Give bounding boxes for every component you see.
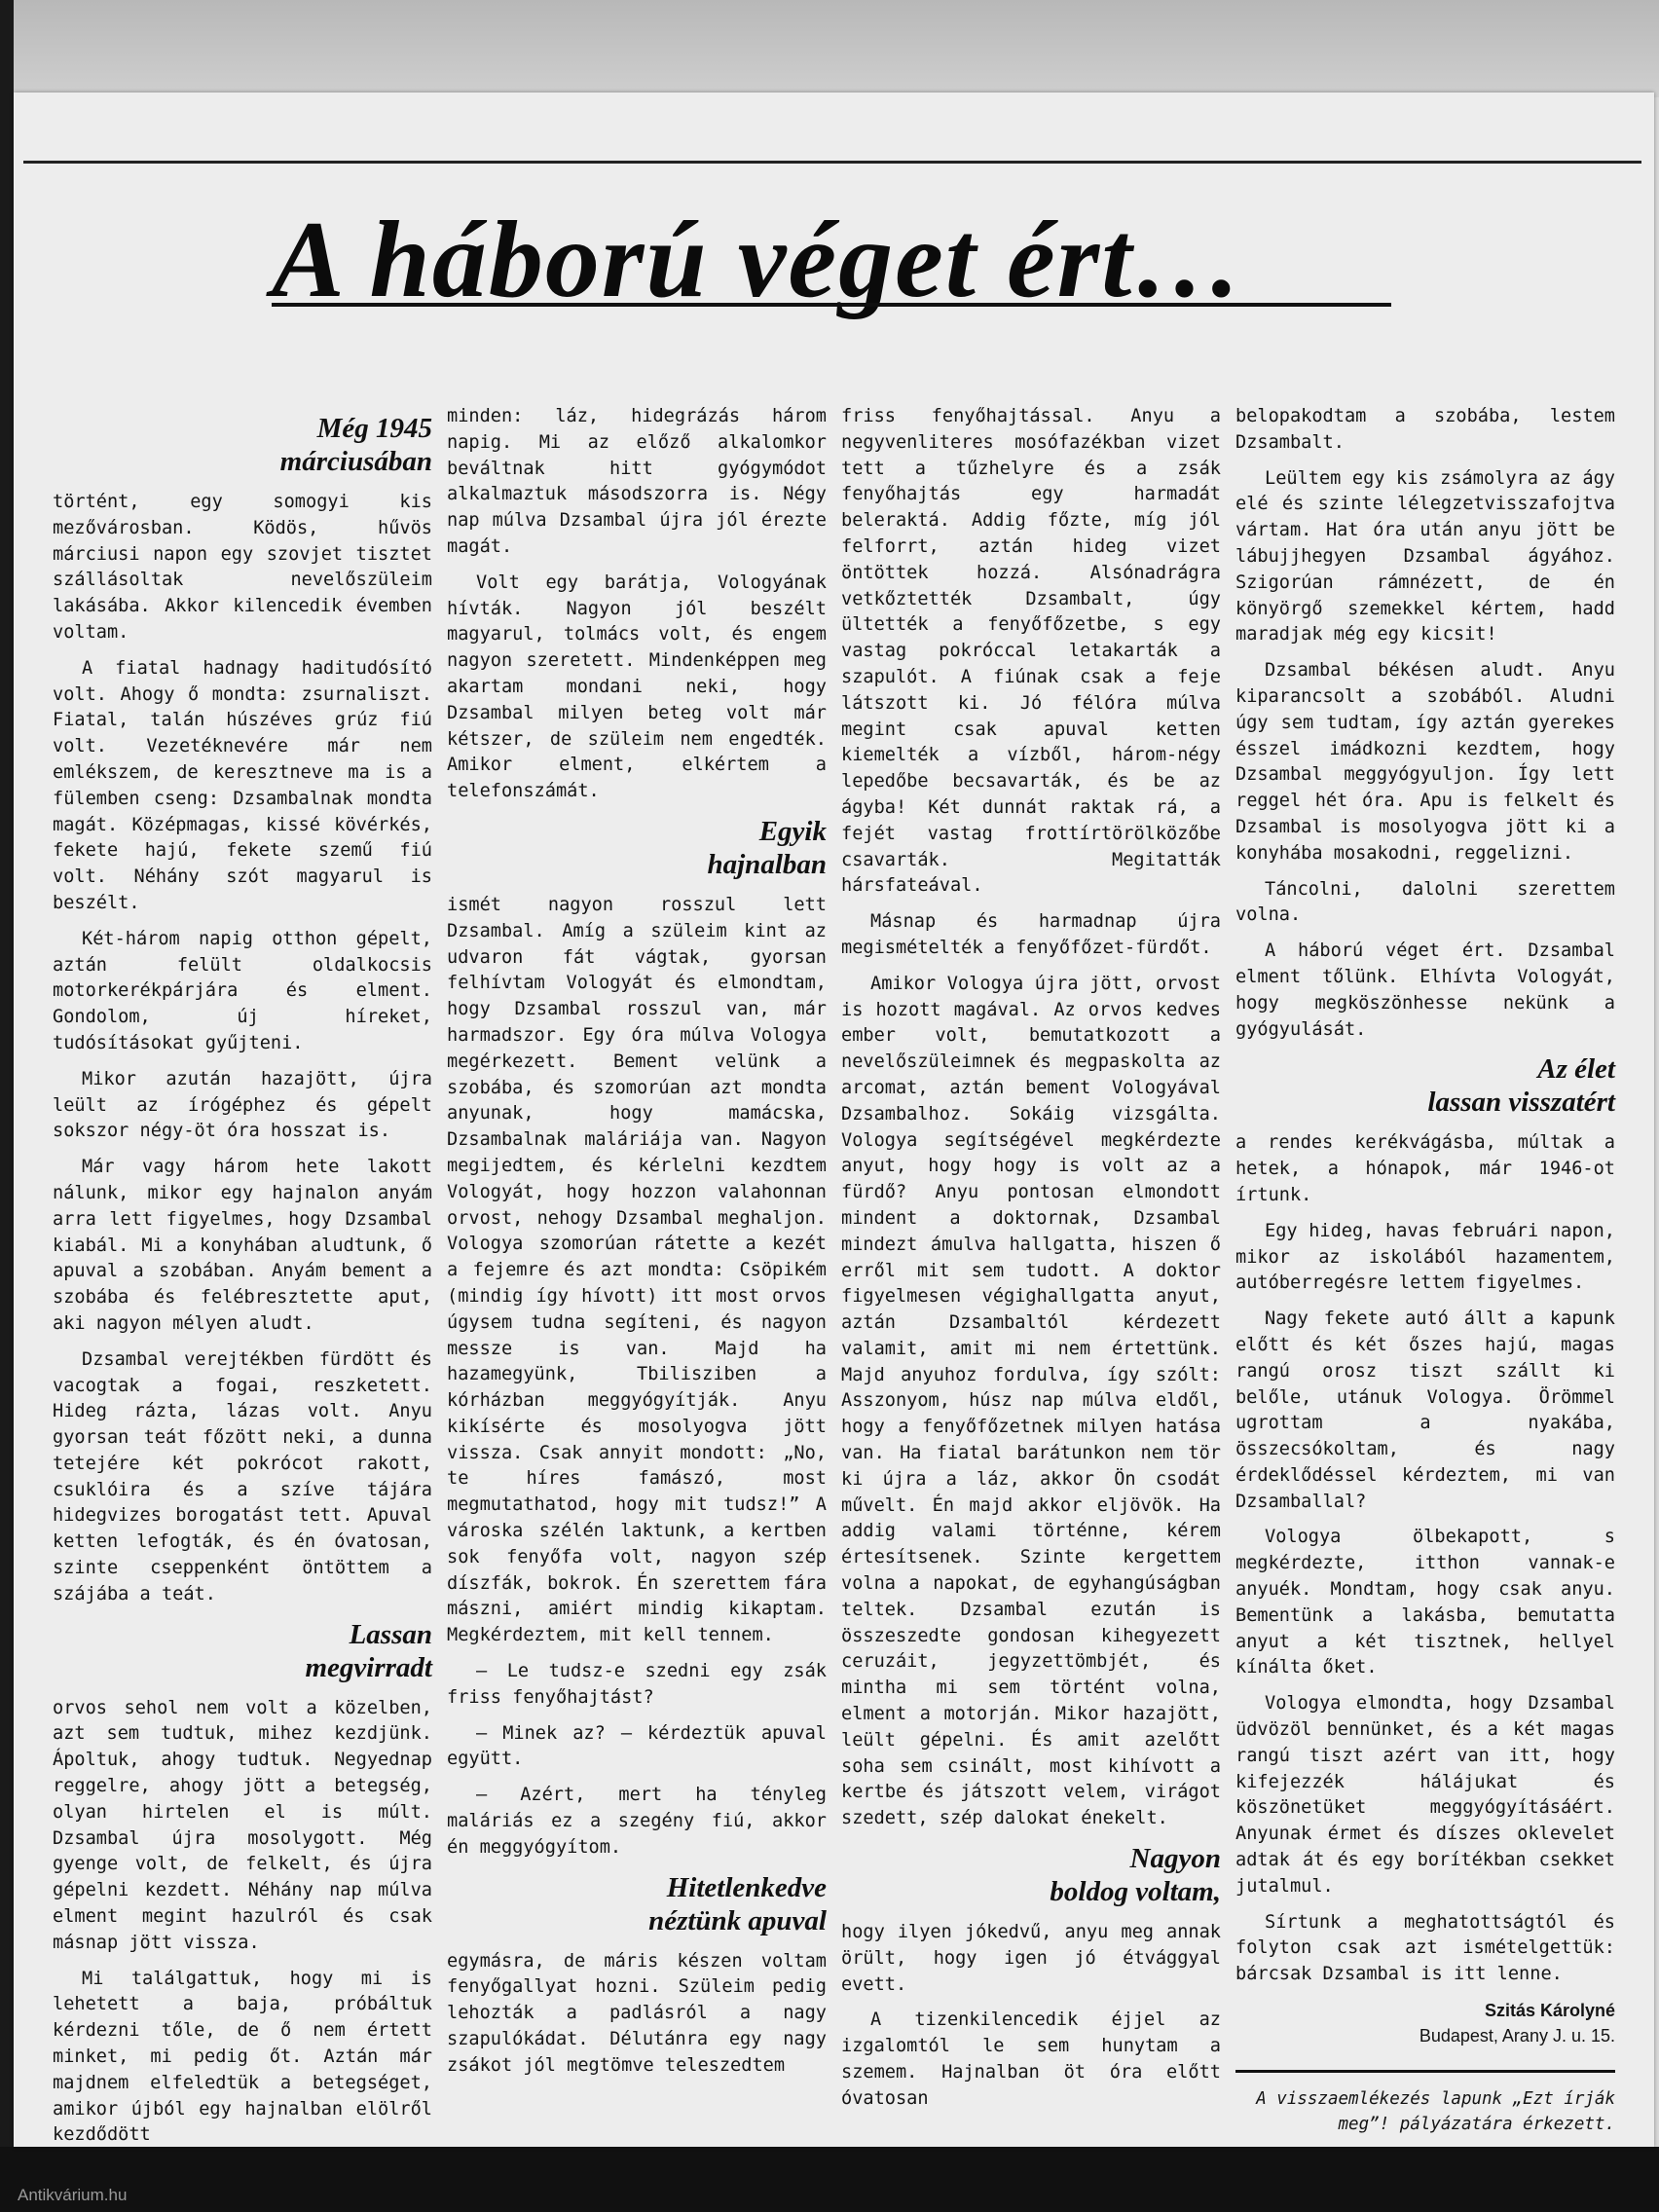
- background-top: [0, 0, 1659, 97]
- section-heading-line: lassan visszatért: [1427, 1087, 1615, 1119]
- note-separator: [1235, 2070, 1615, 2073]
- author-signature: [1235, 1998, 1615, 2048]
- section-heading-line: Nagyon: [1129, 1843, 1221, 1875]
- section-heading-line: Lassan: [349, 1618, 432, 1650]
- paragraph: minden: láz, hidegrázás három napig. Mi az előző alkalomkor beváltnak hitt gyógymódot alkalmaztuk másodszorra is. Négy nap múlva Dzsambal újra jól érezte magát.: [447, 406, 827, 557]
- paragraph: Amikor Vologya újra jött, orvost is hozott magával. Az orvos kedves ember volt, bemutatkozott a nevelőszüleimnek és megpaskolta az arcomat, aztán bement Vologyával Dzsambalhoz. Sokáig vizsgálta. Vologya segítségével megkérdezte anyut, hogy hogy is volt az a fürdő? Anyu pontosan elmondott mindent a doktornak, Dzsambal mindezt ámulva hallgatta, hiszen ő erről mit sem tudott. A doktor figyelmesen végighallgatta anyut, aztán Dzsambaltól kérdezett valamit, amit mi nem értettünk. Majd anyuhoz fordulva, így szólt: Asszonyom, húsz nap múlva eldől, hogy a fenyőfőzetnek milyen hatása van. Ha fiatal barátunkon nem tör ki újra a láz, akkor Ön csodát művelt. Én majd akkor eljövök. Ha addig valami történne, kérem értesítsenek. Szinte kergettem volna a napokat, de egyhangúságban teltek. Dzsambal ezután is összeszedte gondosan kihegyezett ceruzáit, jegyzettömbjét, és mintha mi sem történt volna, elment a motorján. Mikor hazajött, leült gépelni. És amit azelőtt soha sem csinált, most kihívott a kertbe és játszott velem, virágot szedett, szép dalokat énekelt.: [841, 973, 1221, 1829]
- author-address: Budapest, Arany J. u. 15.: [1419, 2026, 1615, 2046]
- paragraph: A fiatal hadnagy haditudósító volt. Ahogy ő mondta: zsurnaliszt. Fiatal, talán húszéves grúz fiú volt. Vezetéknevére már nem emlékszem, de keresztneve ma is a fülemben cseng: Dzsambalnak mondta magát. Középmagas, kissé kövérkés, fekete hajú, fekete szemű fiú volt. Néhány szót magyarul is beszélt.: [53, 657, 432, 913]
- article-column-2: [447, 404, 827, 2089]
- paragraph: Már vagy három hete lakott nálunk, mikor egy hajnalon anyám arra lett figyelmes, hogy Dzsambal kiabál. Mi a konyhában aludtunk, ő apuval a szobában. Anyám bement a szobába és felébresztette aput, aki nagyon mélyen aludt.: [53, 1157, 432, 1334]
- headline-underline: [272, 303, 1391, 307]
- paragraph: — Azért, mert ha tényleg maláriás ez a szegény fiú, akkor én meggyógyítom.: [447, 1785, 827, 1858]
- paragraph: ismét nagyon rosszul lett Dzsambal. Amíg a szüleim kint az udvaron fát vágtak, gyorsan felhívtam Vologyát és elmondtam, hogy Dzsambal rosszul van, már harmadszor. Egy óra múlva Vologya megérkezett. Bement velünk a szobába, és szomorúan azt mondta anyunak, hogy mamácska, Dzsambalnak maláriája van. Nagyon megijedtem, és kérlelni kezdtem Vologyát, hogy hozzon valahonnan orvost, nehogy Dzsambal meghaljon. Vologya szomorúan rátette a kezét a fejemre és azt mondta: Csöpikém (mindig így hívott) itt most orvos úgysem tudna segíteni, és nagyon messze is van. Majd ha hazamegyünk, Tbilisziben a kórházban meggyógyítják. Anyu kikísérte és mosolyogva jött vissza. Csak annyit mondott: „No, te híres famászó, most megmutathatod, hogy mit tudsz!” A városka szélén laktunk, a kertben sok fenyőfa volt, nagyon szép díszfák, bokrok. Én szerettem fára mászni, amiért mindig kikaptam. Megkérdeztem, mit kell tennem.: [447, 894, 827, 1646]
- section-heading: [53, 1618, 432, 1684]
- section-heading: [447, 1871, 827, 1937]
- section-heading: [1235, 1052, 1615, 1119]
- paragraph: — Minek az? — kérdeztük apuval együtt.: [447, 1722, 827, 1770]
- paragraph: Mikor azután hazajött, újra leült az írógéphez és gépelt sokszor négy-öt óra hosszat is.: [53, 1068, 432, 1142]
- paragraph: A tizenkilencedik éjjel az izgalomtól le sem hunytam a szemem. Hajnalban öt óra előtt óvatosan: [841, 2009, 1221, 2109]
- paragraph: Leültem egy kis zsámolyra az ágy elé és szinte lélegzetvisszafojtva vártam. Hat óra után anyu jött be lábujjhegyen Dzsambal ágyához. Szigorúan rámnézett, de én könyörgő szemekkel kértem, hadd maradjak még egy kicsit!: [1235, 467, 1615, 645]
- paragraph: Táncolni, dalolni szerettem volna.: [1235, 878, 1615, 926]
- paragraph: Mi találgattuk, hogy mi is lehetett a baja, próbáltuk kérdezni tőle, de ő nem értett minket, mi pedig őt. Aztán már majdnem elfeledtük a betegséget, amikor újból egy hajnalban elölről kezdődött: [53, 1968, 432, 2146]
- section-heading: [841, 1842, 1221, 1908]
- paragraph: Két-három napig otthon gépelt, aztán felült oldalkocsis motorkerékpárjára és elment. Gondolom, új híreket, tudósításokat gyűjteni.: [53, 928, 432, 1053]
- paragraph: Nagy fekete autó állt a kapunk előtt és két őszes hajú, magas rangú orosz tiszt szállt ki belőle, utánuk Vologya. Örömmel ugrottam a nyakába, összecsókoltam, és nagy érdeklődéssel kérdeztem, mi van Dzsamballal?: [1235, 1309, 1615, 1512]
- paragraph: Dzsambal verejtékben fürdött és vacogtak a fogai, reszketett. Hideg rázta, lázas volt. Anyu gyorsan teát főzött neki, a dunna tetejére két pokrócot rakott, csuklóira és a szíve tájára hidegvizes borogatást tett. Apuval ketten lefogták, és én óvatosan, szinte cseppenként öntöttem a szájába a teát.: [53, 1348, 432, 1604]
- author-name: Szitás Károlyné: [1484, 2001, 1615, 2021]
- paragraph: történt, egy somogyi kis mezővárosban. Ködös, hűvös márciusi napon egy szovjet tisztet szállásoltak nevelőszüleim lakásába. Akkor kilencedik évemben voltam.: [53, 492, 432, 643]
- paragraph: Dzsambal békésen aludt. Anyu kiparancsolt a szobából. Aludni úgy sem tudtam, így aztán gyerekes ésszel imádkozni kezdtem, hogy Dzsambal meggyógyuljon. Így lett reggel hét óra. Apu is felkelt és Dzsambal is mosolyogva jött ki a konyhába mosakodni, reggelizni.: [1235, 660, 1615, 864]
- paragraph: Másnap és harmadnap újra megismételték a fenyőfőzet-fürdőt.: [841, 911, 1221, 958]
- section-heading-line: Még 1945: [316, 413, 432, 444]
- paragraph: orvos sehol nem volt a közelben, azt sem tudtuk, mihez kezdjünk. Ápoltuk, ahogy tudtuk. Negyednap reggelre, ahogy jött a betegség, olyan hirtelen el is múlt. Dzsambal újra mosolygott. Még gyenge volt, de felkelt, és újra gépelni kezdett. Néhány nap múlva elment megint hazulról és csak másnap jött vissza.: [53, 1697, 432, 1953]
- paragraph: Sírtunk a meghatottságtól és folyton csak azt ismételgettük: bárcsak Dzsambal is itt lenne.: [1235, 1911, 1615, 1985]
- article-column-3: [841, 404, 1221, 2122]
- paragraph: A háború véget ért. Dzsambal elment tőlünk. Elhívta Vologyát, hogy megköszönhesse nekünk a gyógyulását.: [1235, 940, 1615, 1040]
- paragraph: Egy hideg, havas februári napon, mikor az iskolából hazamentem, autóberregésre lettem figyelmes.: [1235, 1220, 1615, 1294]
- background-left-edge: [0, 0, 14, 2212]
- paragraph: Volt egy barátja, Vologyának hívták. Nagyon jól beszélt magyarul, tolmács volt, és engem nagyon szeretett. Mindenképpen meg akartam mondani neki, hogy Dzsambal milyen beteg volt már kétszer, de szüleim nem engedték. Amikor elment, elkértem a telefonszámát.: [447, 571, 827, 802]
- paragraph: a rendes kerékvágásba, múltak a hetek, a hónapok, már 1946-ot írtunk.: [1235, 1132, 1615, 1205]
- section-heading-line: márciusában: [279, 446, 432, 477]
- section-heading-line: boldog voltam,: [1050, 1876, 1221, 1908]
- paragraph: Vologya ölbekapott, s megkérdezte, itthon vannak-e anyuék. Mondtam, hogy csak anyu. Bementünk a lakásba, bemutatta anyut a két tisztnek, hellyel kínálta őket.: [1235, 1527, 1615, 1678]
- paragraph: — Le tudsz-e szedni egy zsák friss fenyőhajtást?: [447, 1661, 827, 1708]
- magazine-page: [14, 92, 1654, 2147]
- section-heading: [447, 815, 827, 881]
- paragraph: hogy ilyen jókedvű, anyu meg annak örült, hogy igen jó étvággyal evett.: [841, 1922, 1221, 1995]
- paragraph: egymásra, de máris készen voltam fenyőgallyat hozni. Szüleim pedig lehozták a padlásról a nagy szapulókádat. Délutánra egy nagy zsákot jól megtömve teleszedtem: [447, 1950, 827, 2076]
- article-column-1: [53, 404, 432, 2158]
- section-heading-line: Hitetlenkedve: [666, 1871, 827, 1903]
- section-heading: [53, 412, 432, 478]
- watermark: Antikvárium.hu: [18, 2186, 128, 2204]
- headline: A háború véget ért…: [272, 200, 1245, 320]
- section-heading-line: Az élet: [1537, 1053, 1615, 1086]
- section-heading-line: megvirradt: [305, 1651, 432, 1683]
- section-heading-line: Egyik: [758, 815, 827, 847]
- paragraph: Vologya elmondta, hogy Dzsambal üdvözöl bennünket, és a két magas rangú tiszt azért van itt, hogy kifejezzék hálájukat és köszönetüket meggyógyításáért. Anyunak érmet és díszes oklevelet adtak át és egy borítékban csekket jutalmul.: [1235, 1693, 1615, 1897]
- paragraph: belopakodtam a szobába, lestem Dzsambalt.: [1235, 406, 1615, 453]
- paragraph: friss fenyőhajtással. Anyu a negyvenliteres mosófazékban vizet tett a tűzhelyre és a zsák fenyőhajtás egy harmadát beleraktá. Addig főzte, míg jól felforrt, aztán hideg vizet öntöttek hozzá. Alsónadrágra vetkőztették Dzsambalt, úgy ültették a fenyőfőzetbe, s egy vastag pokróccal letakarták a szapulót. A fiúnak csak a feje látszott ki. Jó félóra múlva megint csak apuval ketten kiemelték a vízből, három-négy lepedőbe becsavarták, és be az ágyba! Két dunnát raktak rá, a fejét vastag frottírtörölközőbe csavarták. Megitatták hársfateával.: [841, 406, 1221, 897]
- section-heading-line: néztünk apuval: [648, 1904, 827, 1936]
- article-column-4: [1235, 404, 1615, 2137]
- section-heading-line: hajnalban: [707, 848, 827, 880]
- editorial-note: A visszaemlékezés lapunk „Ezt írják meg”! pályázatára érkezett.: [1256, 2089, 1615, 2135]
